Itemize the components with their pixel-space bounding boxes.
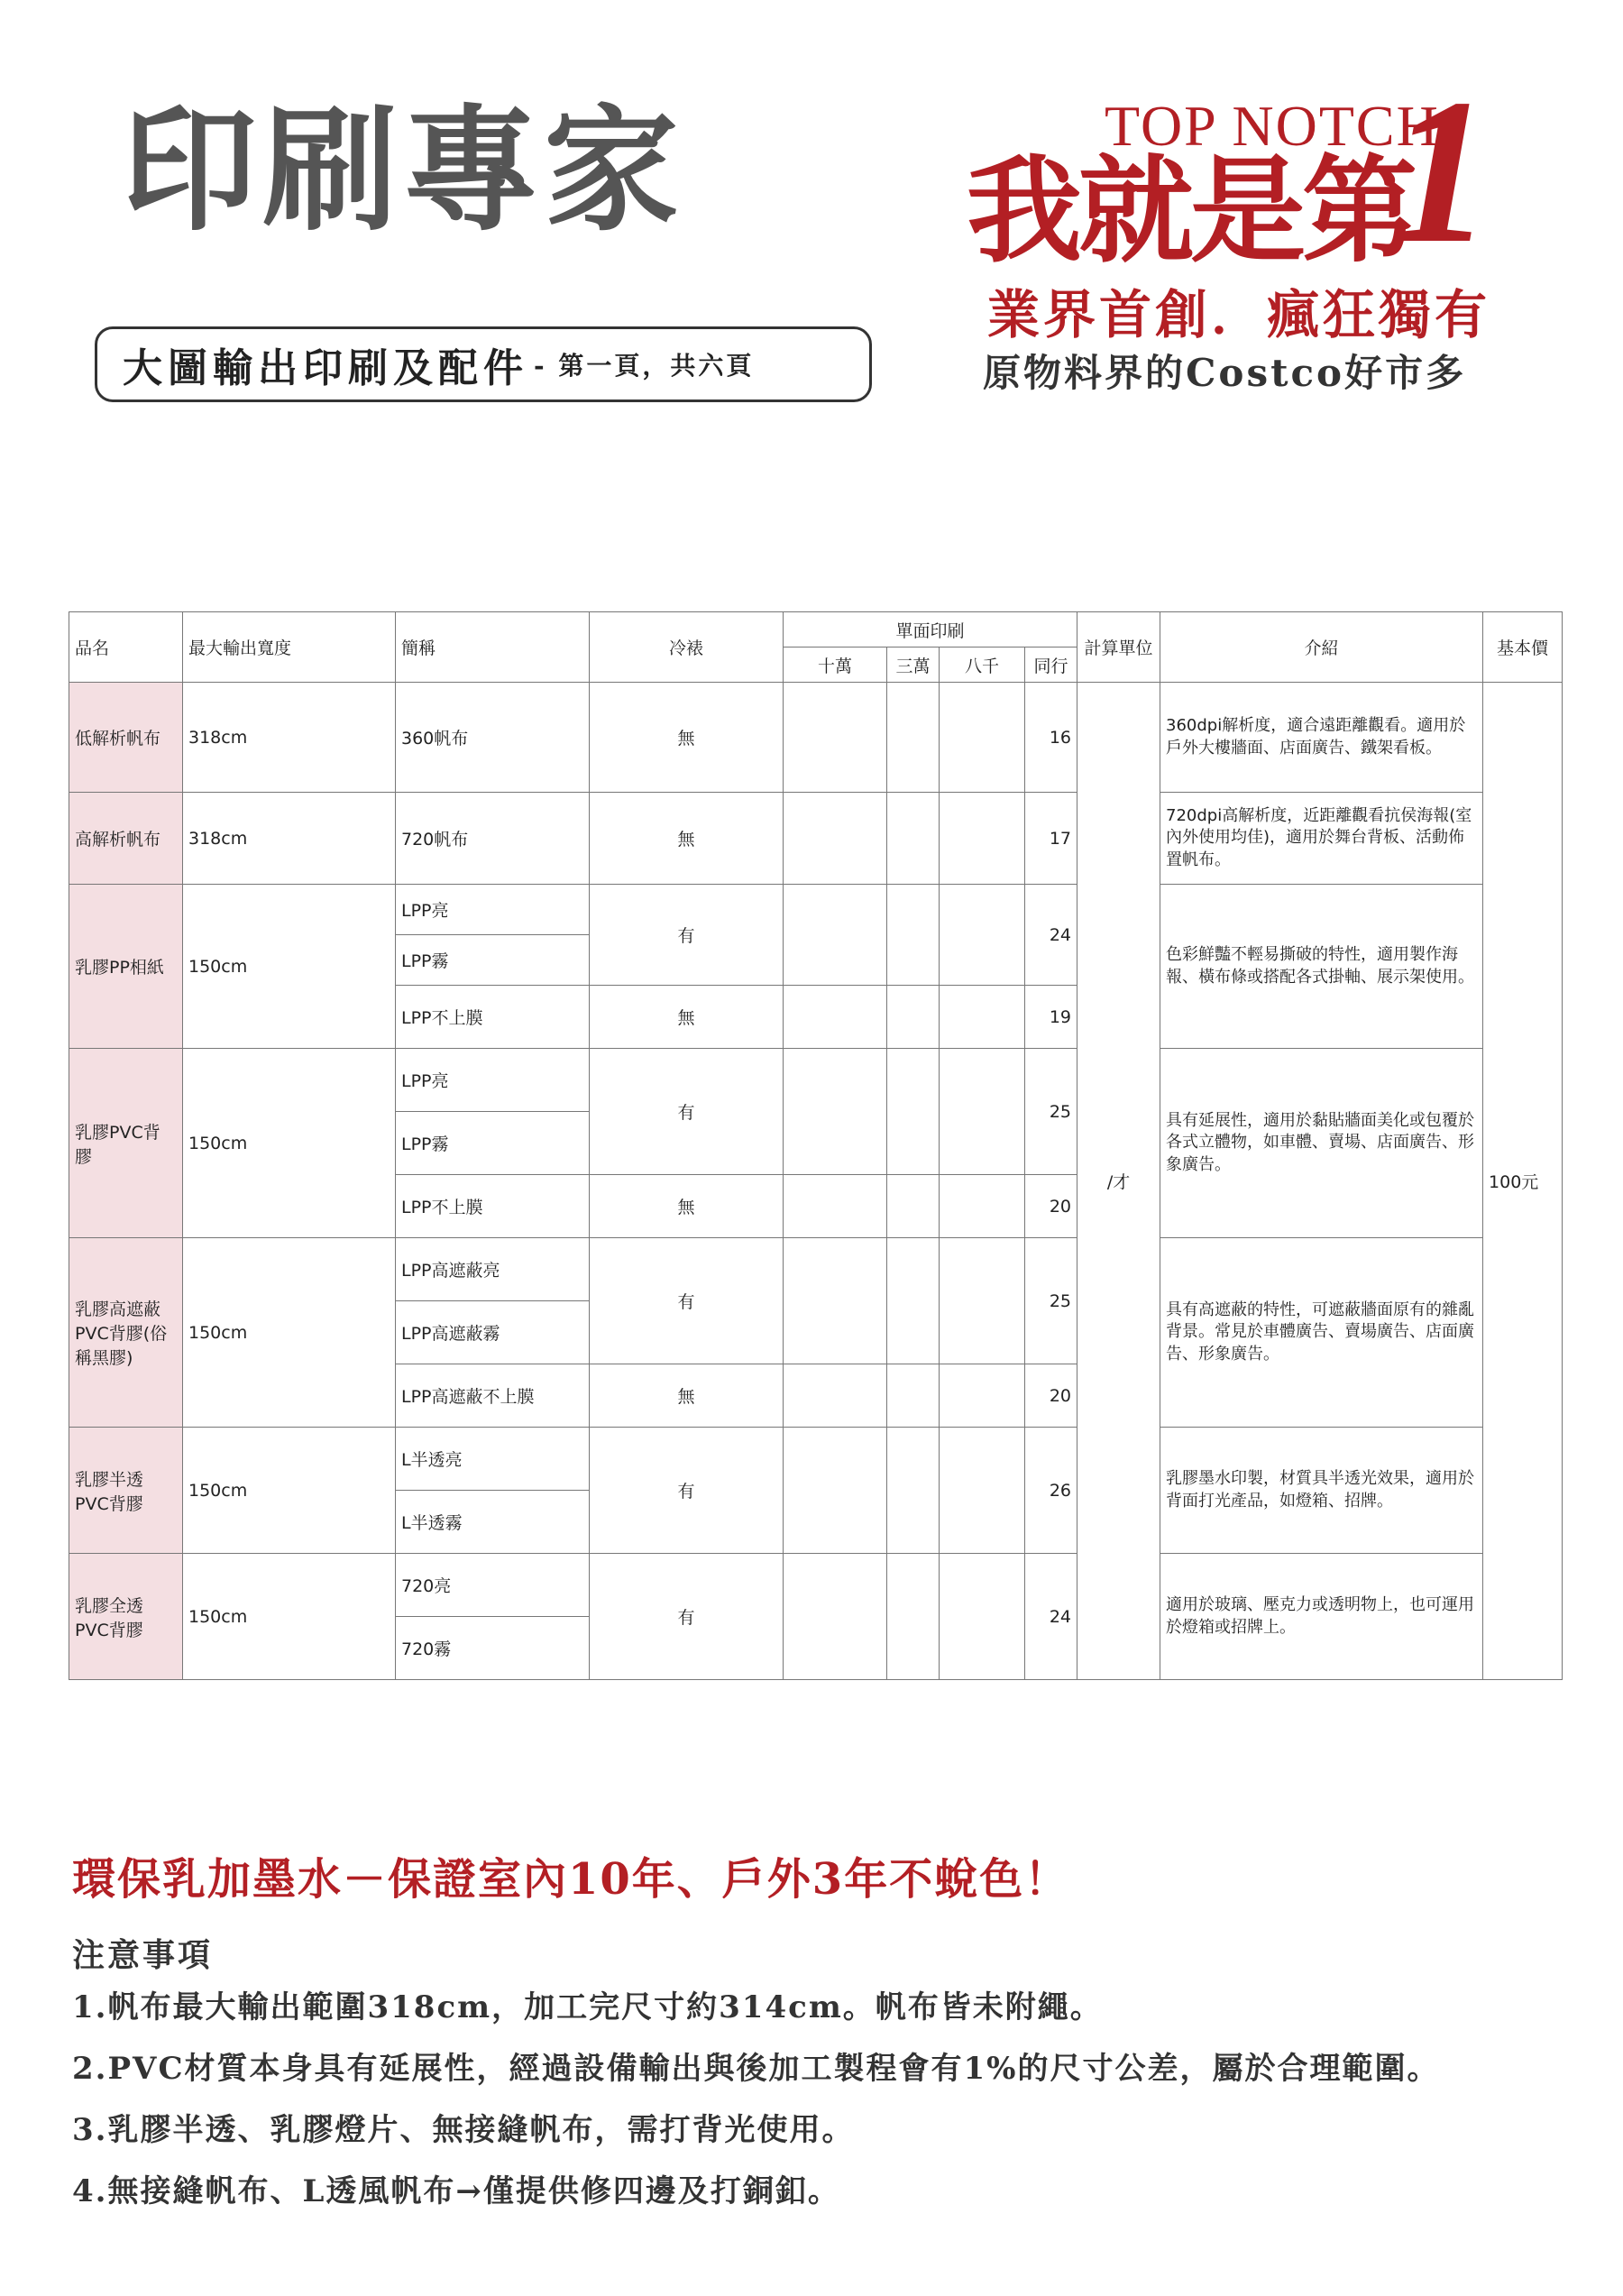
product-laminate: 有	[590, 1428, 784, 1554]
product-name: 乳膠全透PVC背膠	[69, 1554, 183, 1680]
product-intro: 具有延展性，適用於黏貼牆面美化或包覆於各式立體物，如車體、賣場、店面廣告、形象廣告。	[1160, 1049, 1483, 1238]
table-body	[69, 683, 1563, 1680]
product-name: 乳膠PVC背膠	[69, 1049, 183, 1238]
product-short: LPP霧	[396, 1112, 590, 1175]
page-indicator: - 第一頁，共六頁	[534, 351, 755, 381]
table-row	[69, 885, 1563, 935]
product-laminate: 無	[590, 1175, 784, 1238]
header-qty-30k: 三萬	[887, 647, 940, 683]
note-item: 1.帆布最大輸出範圍318cm，加工完尺寸約314cm。帆布皆未附繩。	[72, 1989, 1103, 2025]
product-short: LPP霧	[396, 935, 590, 986]
header-unit: 計算單位	[1077, 612, 1160, 683]
product-short: L半透亮	[396, 1428, 590, 1491]
product-price: 25	[1025, 1049, 1077, 1175]
product-width: 150cm	[183, 885, 396, 1049]
product-name: 乳膠半透PVC背膠	[69, 1428, 183, 1554]
product-width: 318cm	[183, 793, 396, 885]
header-base: 基本價	[1483, 612, 1563, 683]
table-row	[69, 1238, 1563, 1301]
product-laminate: 有	[590, 1554, 784, 1680]
table-row	[69, 683, 1563, 793]
table-row	[69, 793, 1563, 885]
header-qty-8k: 八千	[940, 647, 1025, 683]
product-laminate: 無	[590, 683, 784, 793]
product-laminate: 無	[590, 1364, 784, 1428]
table-header	[69, 612, 1563, 683]
header-laminate: 冷裱	[590, 612, 784, 683]
notes-title: 注意事項	[72, 1936, 214, 1974]
product-price: 20	[1025, 1364, 1077, 1428]
base-price: 100元	[1483, 683, 1563, 1680]
product-short: LPP高遮蔽亮	[396, 1238, 590, 1301]
slogan-costco: 原物料界的Costco好市多	[983, 351, 1467, 395]
product-name: 低解析帆布	[69, 683, 183, 793]
product-price: 25	[1025, 1238, 1077, 1364]
header-qty-100k: 十萬	[784, 647, 887, 683]
product-intro: 720dpi高解析度，近距離觀看抗侯海報(室內外使用均佳)，適用於舞台背板、活動佈置帆布。	[1160, 793, 1483, 885]
note-item: 2.PVC材質本身具有延展性，經過設備輸出與後加工製程會有1%的尺寸公差，屬於合理範圍。	[72, 2051, 1440, 2087]
table-row	[69, 1049, 1563, 1112]
price-table	[69, 611, 1563, 1680]
product-short: 360帆布	[396, 683, 590, 793]
header-qty-market: 同行	[1025, 647, 1077, 683]
header-width: 最大輸出寬度	[183, 612, 396, 683]
slogan-main: 我就是第	[967, 143, 1415, 279]
product-price: 24	[1025, 1554, 1077, 1680]
slogan-number: 1	[1389, 56, 1492, 286]
product-short: 720帆布	[396, 793, 590, 885]
product-intro: 色彩鮮豔不輕易撕破的特性，適用製作海報、橫布條或搭配各式掛軸、展示架使用。	[1160, 885, 1483, 1049]
product-name: 乳膠高遮蔽PVC背膠(俗稱黑膠)	[69, 1238, 183, 1428]
product-price: 26	[1025, 1428, 1077, 1554]
product-width: 318cm	[183, 683, 396, 793]
header-intro: 介紹	[1160, 612, 1483, 683]
product-short: LPP不上膜	[396, 986, 590, 1049]
brand-top-notch: TOP NOTCH	[1105, 94, 1440, 158]
product-width: 150cm	[183, 1049, 396, 1238]
product-laminate: 有	[590, 885, 784, 986]
product-short: LPP高遮蔽霧	[396, 1301, 590, 1364]
product-intro: 具有高遮蔽的特性，可遮蔽牆面原有的雜亂背景。常見於車體廣告、賣場廣告、店面廣告、形象廣告。	[1160, 1238, 1483, 1428]
product-short: 720霧	[396, 1617, 590, 1680]
subtitle-box	[95, 326, 872, 402]
product-width: 150cm	[183, 1428, 396, 1554]
table-row	[69, 1554, 1563, 1617]
product-laminate: 有	[590, 1238, 784, 1364]
product-price: 17	[1025, 793, 1077, 885]
product-price: 16	[1025, 683, 1077, 793]
product-short: 720亮	[396, 1554, 590, 1617]
product-laminate: 有	[590, 1049, 784, 1175]
product-intro: 乳膠墨水印製，材質具半透光效果，適用於背面打光產品，如燈箱、招牌。	[1160, 1428, 1483, 1554]
subtitle: 大圖輸出印刷及配件	[123, 345, 528, 391]
product-short: LPP亮	[396, 885, 590, 935]
notes-list	[72, 1977, 1439, 2222]
product-width: 150cm	[183, 1238, 396, 1428]
product-name: 乳膠PP相紙	[69, 885, 183, 1049]
slogan-sub: 業界首創．瘋狂獨有	[987, 284, 1491, 345]
product-name: 高解析帆布	[69, 793, 183, 885]
product-price: 24	[1025, 885, 1077, 986]
product-laminate: 無	[590, 793, 784, 885]
product-laminate: 無	[590, 986, 784, 1049]
product-short: LPP亮	[396, 1049, 590, 1112]
page-title: 印刷專家	[122, 93, 685, 250]
calc-unit: /才	[1077, 683, 1160, 1680]
product-price: 20	[1025, 1175, 1077, 1238]
header-single-print: 單面印刷	[784, 612, 1077, 647]
header-short: 簡稱	[396, 612, 590, 683]
product-short: LPP高遮蔽不上膜	[396, 1364, 590, 1428]
product-intro: 360dpi解析度，適合遠距離觀看。適用於戶外大樓牆面、店面廣告、鐵架看板。	[1160, 683, 1483, 793]
product-intro: 適用於玻璃、壓克力或透明物上，也可運用於燈箱或招牌上。	[1160, 1554, 1483, 1680]
note-item: 4.無接縫帆布、L透風帆布→僅提供修四邊及打銅釦。	[72, 2173, 840, 2209]
product-price: 19	[1025, 986, 1077, 1049]
product-short: L半透霧	[396, 1491, 590, 1554]
header-name: 品名	[69, 612, 183, 683]
table-row	[69, 1428, 1563, 1491]
product-width: 150cm	[183, 1554, 396, 1680]
eco-ink-banner: 環保乳加墨水－保證室內10年、戶外3年不蛻色！	[72, 1854, 1070, 1905]
note-item: 3.乳膠半透、乳膠燈片、無接縫帆布，需打背光使用。	[72, 2112, 855, 2148]
product-short: LPP不上膜	[396, 1175, 590, 1238]
